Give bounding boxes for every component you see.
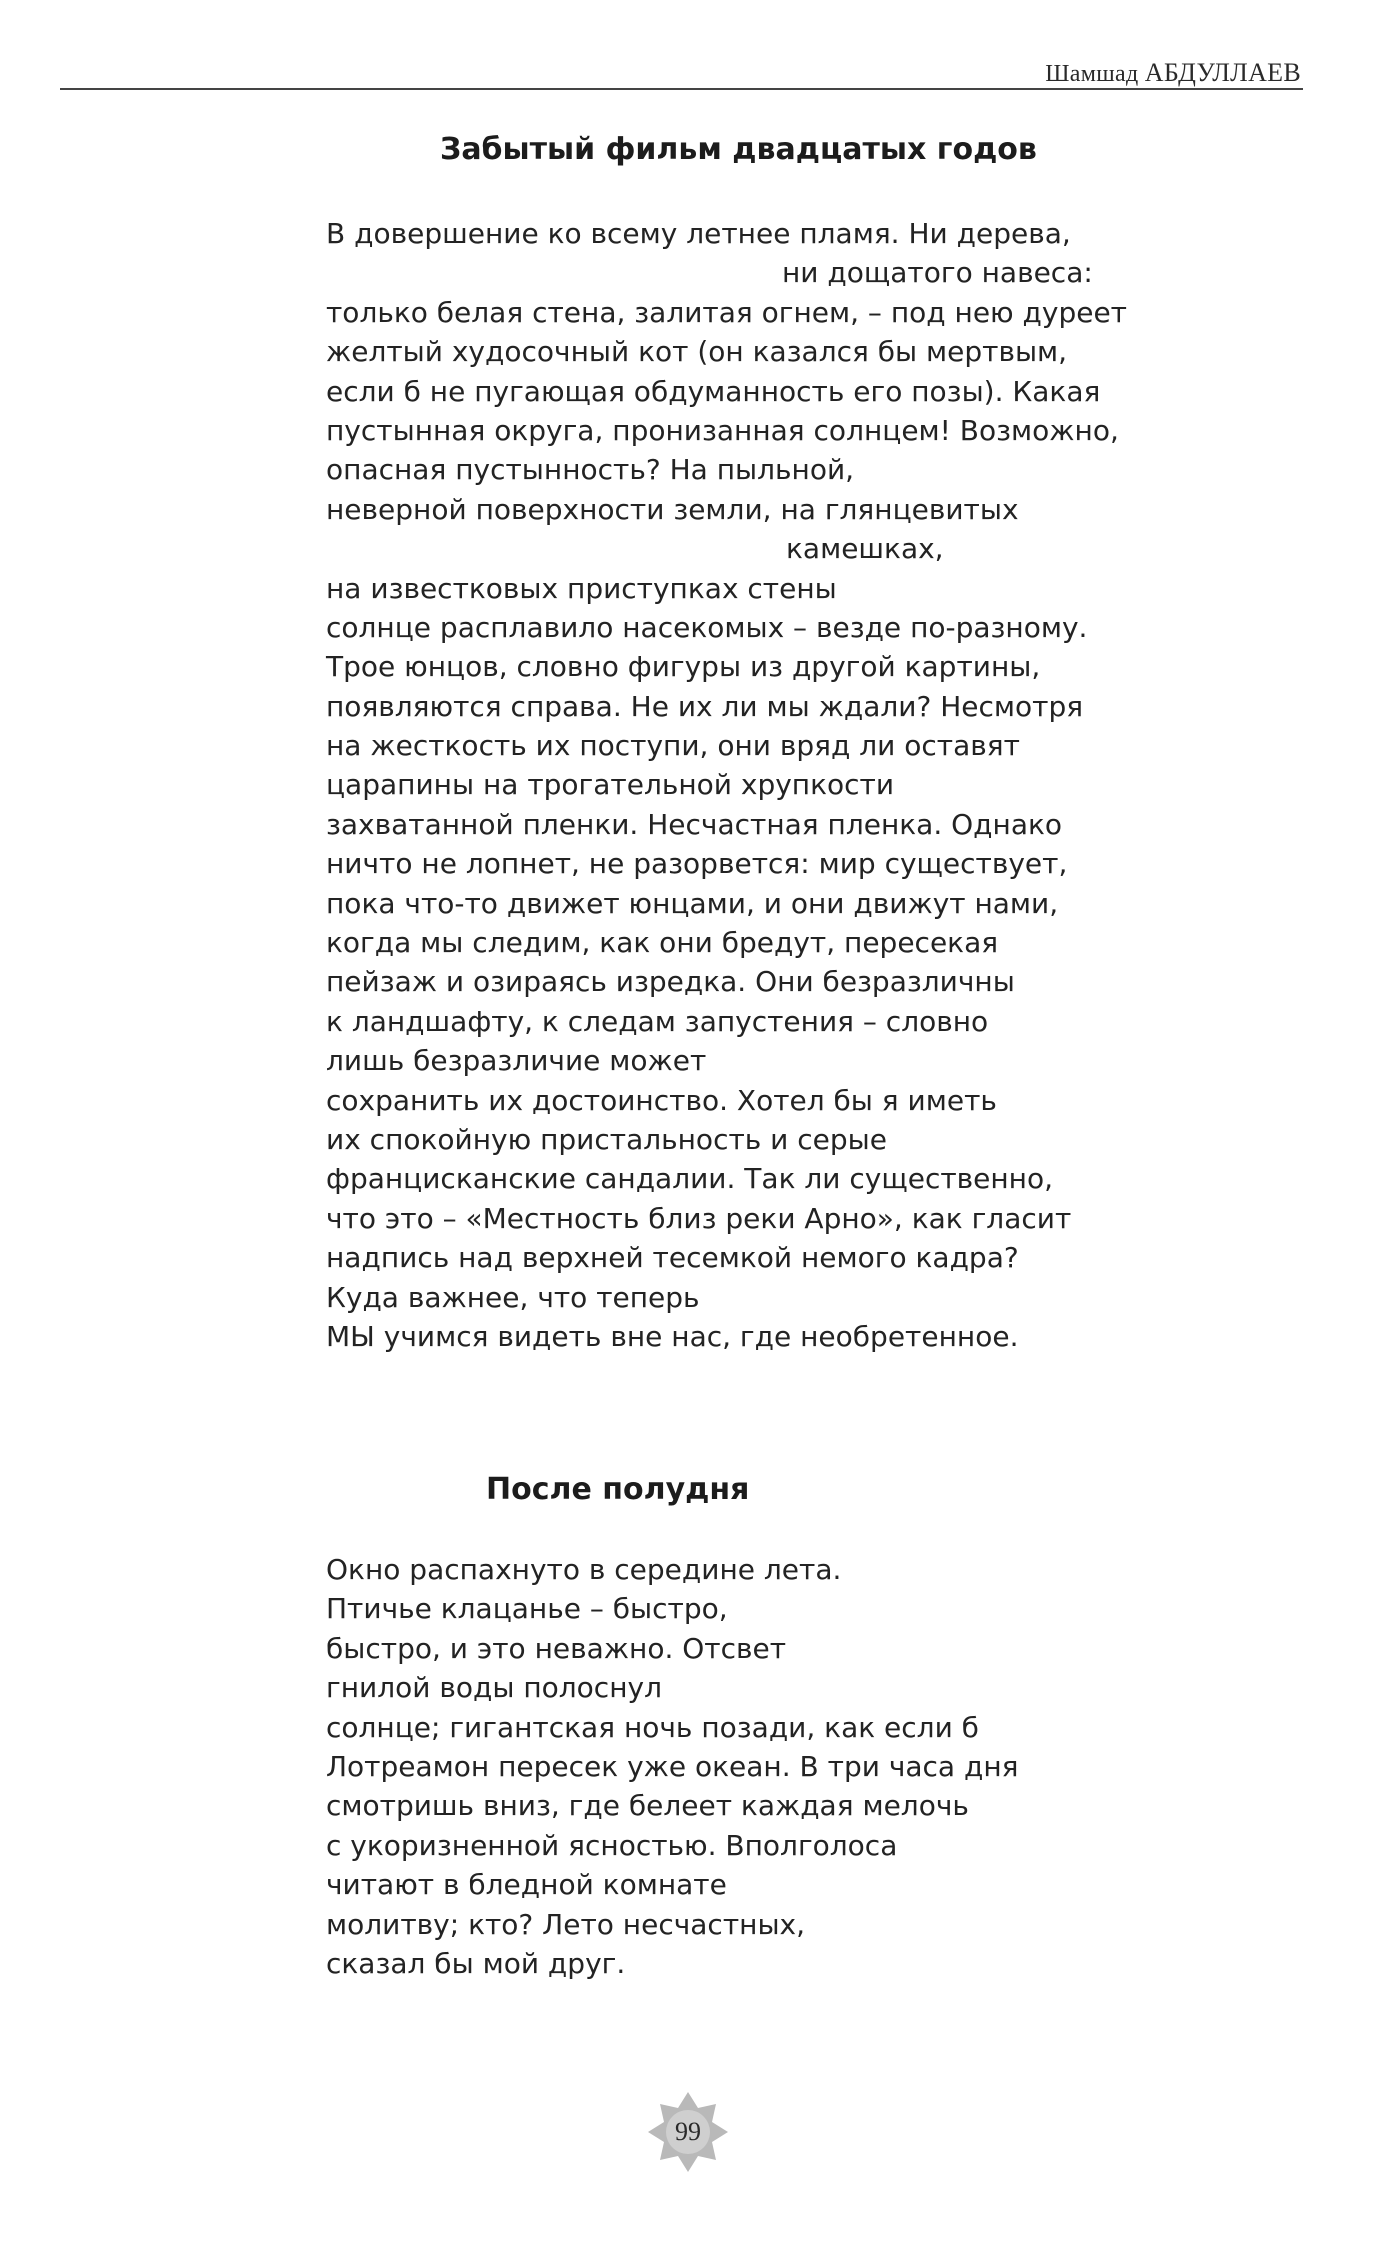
poem-title-1: Забытый фильм двадцатых годов — [440, 132, 1037, 167]
poem-title-2: После полудня — [486, 1472, 750, 1507]
poem-line: Окно распахнуто в середине лета. — [326, 1553, 842, 1586]
poem-line: камешках, — [786, 532, 944, 566]
author-first-name: Шамшад — [1045, 61, 1139, 87]
header-rule — [60, 88, 1303, 90]
page-number-badge — [646, 2090, 730, 2174]
page-number: 99 — [675, 2117, 701, 2146]
poem-line: к ландшафту, к следам запустения – словно — [326, 1004, 989, 1038]
poem-line: на известковых приступках стены — [326, 571, 837, 605]
poem-line: молитву; кто? Лето несчастных, — [326, 1907, 806, 1941]
poem-line: появляются справа. Не их ли мы ждали? Несмотря — [326, 689, 1084, 723]
poem-line: смотришь вниз, где белеет каждая мелочь — [326, 1789, 969, 1823]
poem-line: ни дощатого навеса: — [782, 256, 1093, 290]
author-last-name: АБДУЛЛАЕВ — [1144, 58, 1301, 87]
poem-line: захватанной пленки. Несчастная пленка. Однако — [326, 807, 1063, 841]
poem-line: пейзаж и озираясь изредка. Они безразличны — [326, 965, 1015, 999]
poem-line: на жесткость их поступи, они вряд ли оставят — [326, 729, 1020, 763]
poem-line: Куда важнее, что теперь — [326, 1280, 700, 1314]
poem-line: быстро, и это неважно. Отсвет — [326, 1631, 787, 1665]
poem-line: Птичье клацанье – быстро, — [326, 1592, 728, 1626]
poem-line: читают в бледной комнате — [326, 1868, 727, 1902]
poem-line: Лотреамон пересек уже океан. В три часа дня — [326, 1749, 1019, 1783]
poem-line: ничто не лопнет, не разорвется: мир существует, — [326, 847, 1068, 881]
poem-body-1 — [326, 214, 1127, 1356]
poem-line: если б не пугающая обдуманность его позы). Какая — [326, 374, 1101, 408]
poem-line: опасная пустынность? На пыльной, — [326, 453, 855, 487]
poem-line: Трое юнцов, словно фигуры из другой картины, — [326, 650, 1041, 684]
poem-line: надпись над верхней тесемкой немого кадра? — [326, 1241, 1019, 1275]
poem-line: царапины на трогательной хрупкости — [326, 768, 895, 802]
poem-line: лишь безразличие может — [326, 1044, 707, 1078]
poem-line: только белая стена, залитая огнем, – под нею дуреет — [326, 295, 1127, 329]
poem-line: пустынная округа, пронизанная солнцем! Возможно, — [326, 413, 1119, 447]
poem-line: с укоризненной ясностью. Вполголоса — [326, 1828, 898, 1862]
poem-line: солнце; гигантская ночь позади, как если б — [326, 1710, 979, 1744]
poem-line: солнце расплавило насекомых – везде по-разному. — [326, 610, 1088, 644]
poem-line: сказал бы мой друг. — [326, 1946, 626, 1980]
poem-body-2 — [326, 1550, 1019, 1983]
poem-line: МЫ учимся видеть вне нас, где необретенное. — [326, 1319, 1019, 1353]
poem-line: гнилой воды полоснул — [326, 1671, 662, 1705]
poem-line: неверной поверхности земли, на глянцевитых — [326, 492, 1019, 526]
poem-line: пока что-то движет юнцами, и они движут нами, — [326, 886, 1059, 920]
poem-line: В довершение ко всему летнее пламя. Ни дерева, — [326, 217, 1071, 250]
poem-line: когда мы следим, как они бредут, пересекая — [326, 926, 999, 960]
poem-line: что это – «Местность близ реки Арно», как гласит — [326, 1201, 1072, 1235]
poem-line: францисканские сандалии. Так ли существенно, — [326, 1162, 1054, 1196]
poem-line: желтый худосочный кот (он казался бы мертвым, — [326, 335, 1068, 369]
poem-line: сохранить их достоинство. Хотел бы я иметь — [326, 1083, 997, 1117]
poem-line: их спокойную пристальность и серые — [326, 1122, 887, 1156]
running-head — [1045, 58, 1301, 88]
